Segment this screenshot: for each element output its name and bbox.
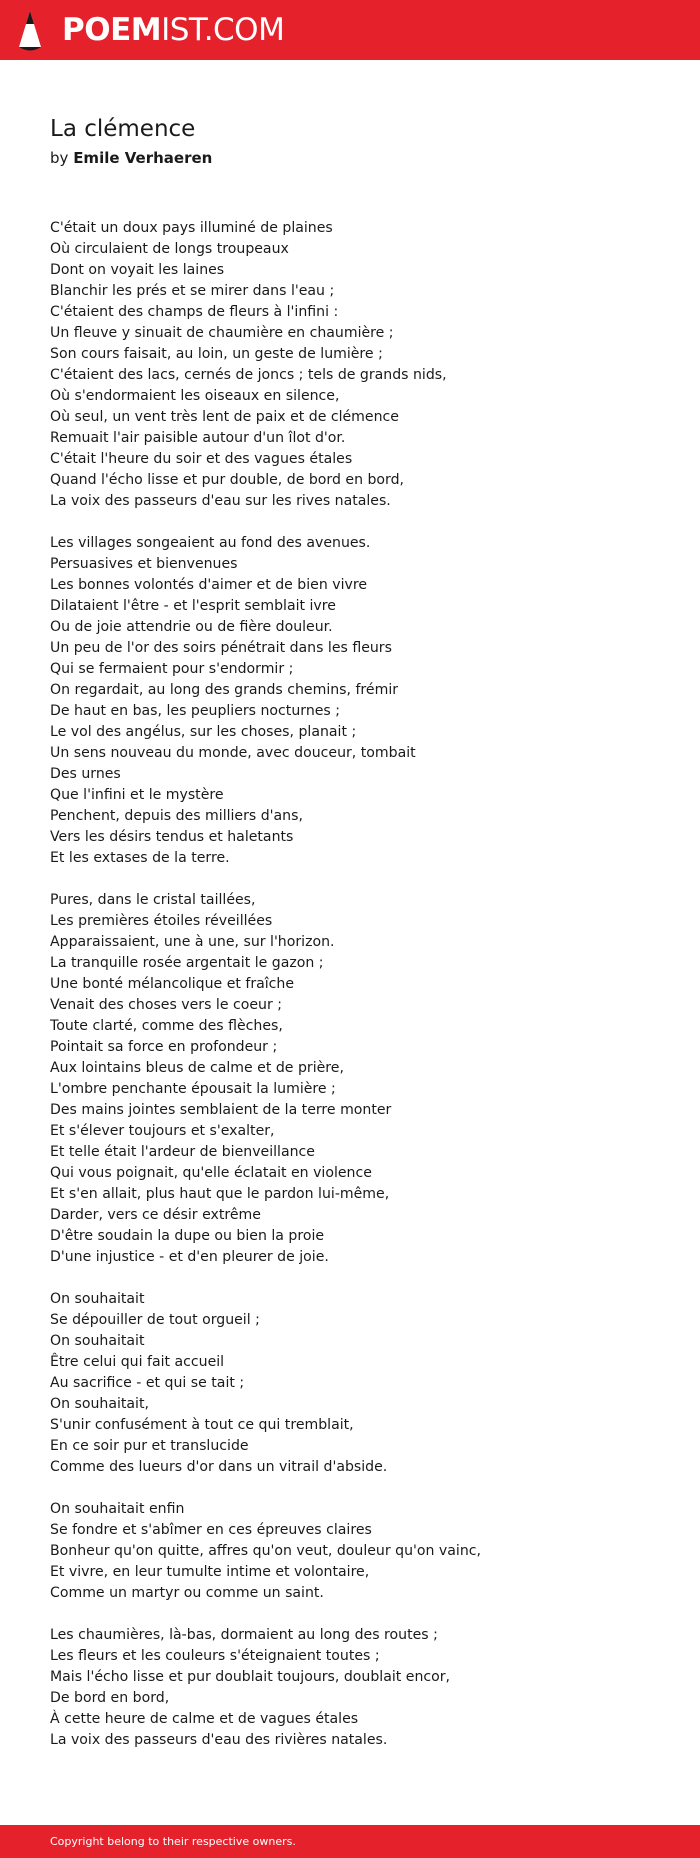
poem-line: Remuait l'air paisible autour d'un îlot d'or.: [50, 430, 346, 446]
poem-line: On souhaitait,: [50, 1396, 149, 1412]
poem-line: Dont on voyait les laines: [50, 262, 225, 278]
poem-line: Et s'en allait, plus haut que le pardon lui-même,: [50, 1186, 390, 1202]
poem-line: Où circulaient de longs troupeaux: [50, 241, 289, 257]
poem-line: L'ombre penchante épousait la lumière ;: [50, 1081, 336, 1097]
poem-line: Quand l'écho lisse et pur double, de bord en bord,: [50, 472, 405, 488]
poem-line: De haut en bas, les peupliers nocturnes ;: [50, 703, 340, 719]
poem-line: La tranquille rosée argentait le gazon ;: [50, 955, 324, 971]
copyright-notice: Copyright belong to their respective owners.: [50, 1835, 296, 1848]
poem-line: Et les extases de la terre.: [50, 850, 230, 866]
poem-line: Des urnes: [50, 766, 121, 782]
poem-line: À cette heure de calme et de vagues étales: [50, 1711, 359, 1727]
poem-line: Son cours faisait, au loin, un geste de lumière ;: [50, 346, 383, 362]
poem-line: Et s'élever toujours et s'exalter,: [50, 1123, 275, 1139]
poem-line: Darder, vers ce désir extrême: [50, 1207, 261, 1223]
site-header: [0, 0, 700, 60]
poem-line: Le vol des angélus, sur les choses, planait ;: [50, 724, 357, 740]
poem-line: Où seul, un vent très lent de paix et de clémence: [50, 409, 399, 425]
poem-line: De bord en bord,: [50, 1690, 170, 1706]
poem-line: C'étaient des champs de fleurs à l'infini :: [50, 304, 339, 320]
poem-line: Qui se fermaient pour s'endormir ;: [50, 661, 294, 677]
poem-line: En ce soir pur et translucide: [50, 1438, 249, 1454]
poem-line: Mais l'écho lisse et pur doublait toujours, doublait encor,: [50, 1669, 451, 1685]
poem-line: Dilataient l'être - et l'esprit semblait ivre: [50, 598, 336, 614]
poem-line: Des mains jointes semblaient de la terre monter: [50, 1102, 392, 1118]
poem-title: La clémence: [50, 116, 196, 142]
poem-line: Qui vous poignait, qu'elle éclatait en violence: [50, 1165, 372, 1181]
poem-line: Pures, dans le cristal taillées,: [50, 892, 256, 908]
poem-line: Penchent, depuis des milliers d'ans,: [50, 808, 303, 824]
poem-line: Vers les désirs tendus et haletants: [50, 829, 294, 845]
logo-text-bold: POEM: [62, 12, 162, 48]
poem-line: On souhaitait: [50, 1333, 145, 1349]
poem-line: Bonheur qu'on quitte, affres qu'on veut, douleur qu'on vainc,: [50, 1543, 481, 1559]
stanza: [50, 1499, 670, 1604]
poem-line: Et vivre, en leur tumulte intime et volontaire,: [50, 1564, 370, 1580]
poem-line: Comme des lueurs d'or dans un vitrail d'abside.: [50, 1459, 388, 1475]
site-logo[interactable]: [62, 10, 284, 50]
poem-line: Venait des choses vers le coeur ;: [50, 997, 282, 1013]
poem-line: Ou de joie attendrie ou de fière douleur.: [50, 619, 333, 635]
poem-line: Les bonnes volontés d'aimer et de bien vivre: [50, 577, 367, 593]
poem-line: C'étaient des lacs, cernés de joncs ; tels de grands nids,: [50, 367, 447, 383]
poem-line: Un sens nouveau du monde, avec douceur, tombait: [50, 745, 416, 761]
poem-body: [50, 218, 670, 1772]
poem-line: Blanchir les prés et se mirer dans l'eau ;: [50, 283, 335, 299]
poem-line: Les fleurs et les couleurs s'éteignaient toutes ;: [50, 1648, 380, 1664]
byline-prefix: by: [50, 149, 69, 167]
poem-line: S'unir confusément à tout ce qui tremblait,: [50, 1417, 354, 1433]
poem-line: Où s'endormaient les oiseaux en silence,: [50, 388, 340, 404]
stanza: [50, 533, 670, 869]
poem-line: Pointait sa force en profondeur ;: [50, 1039, 278, 1055]
stanza: [50, 890, 670, 1268]
poem-line: Les villages songeaient au fond des avenues.: [50, 535, 371, 551]
poem-line: Une bonté mélancolique et fraîche: [50, 976, 295, 992]
poem-line: Au sacrifice - et qui se tait ;: [50, 1375, 245, 1391]
poem-line: Être celui qui fait accueil: [50, 1354, 225, 1370]
poem-line: Un fleuve y sinuait de chaumière en chaumière ;: [50, 325, 394, 341]
byline: [50, 146, 212, 170]
poem-line: Les premières étoiles réveillées: [50, 913, 273, 929]
stanza: [50, 218, 670, 512]
author-name[interactable]: Emile Verhaeren: [73, 149, 213, 167]
poem-line: Que l'infini et le mystère: [50, 787, 224, 803]
poem-line: Toute clarté, comme des flèches,: [50, 1018, 283, 1034]
pencil-tip-icon[interactable]: [18, 10, 42, 52]
poem-line: On regardait, au long des grands chemins, frémir: [50, 682, 399, 698]
poem-line: Aux lointains bleus de calme et de prière,: [50, 1060, 344, 1076]
poem-line: C'était l'heure du soir et des vagues étales: [50, 451, 353, 467]
poem-line: Se fondre et s'abîmer en ces épreuves claires: [50, 1522, 372, 1538]
site-footer: [0, 1825, 700, 1858]
poem-line: Et telle était l'ardeur de bienveillance: [50, 1144, 315, 1160]
poem-line: C'était un doux pays illuminé de plaines: [50, 220, 333, 236]
poem-line: D'une injustice - et d'en pleurer de joie.: [50, 1249, 329, 1265]
logo-text-light: IST.COM: [161, 12, 285, 48]
poem-line: D'être soudain la dupe ou bien la proie: [50, 1228, 325, 1244]
poem-line: On souhaitait enfin: [50, 1501, 185, 1517]
poem-line: La voix des passeurs d'eau sur les rives natales.: [50, 493, 391, 509]
poem-line: On souhaitait: [50, 1291, 145, 1307]
poem-line: La voix des passeurs d'eau des rivières natales.: [50, 1732, 388, 1748]
poem-line: Persuasives et bienvenues: [50, 556, 238, 572]
stanza: [50, 1625, 670, 1751]
poem-line: Un peu de l'or des soirs pénétrait dans les fleurs: [50, 640, 392, 656]
stanza: [50, 1289, 670, 1478]
poem-line: Comme un martyr ou comme un saint.: [50, 1585, 324, 1601]
poem-line: Apparaissaient, une à une, sur l'horizon.: [50, 934, 335, 950]
poem-line: Les chaumières, là-bas, dormaient au long des routes ;: [50, 1627, 438, 1643]
poem-line: Se dépouiller de tout orgueil ;: [50, 1312, 260, 1328]
